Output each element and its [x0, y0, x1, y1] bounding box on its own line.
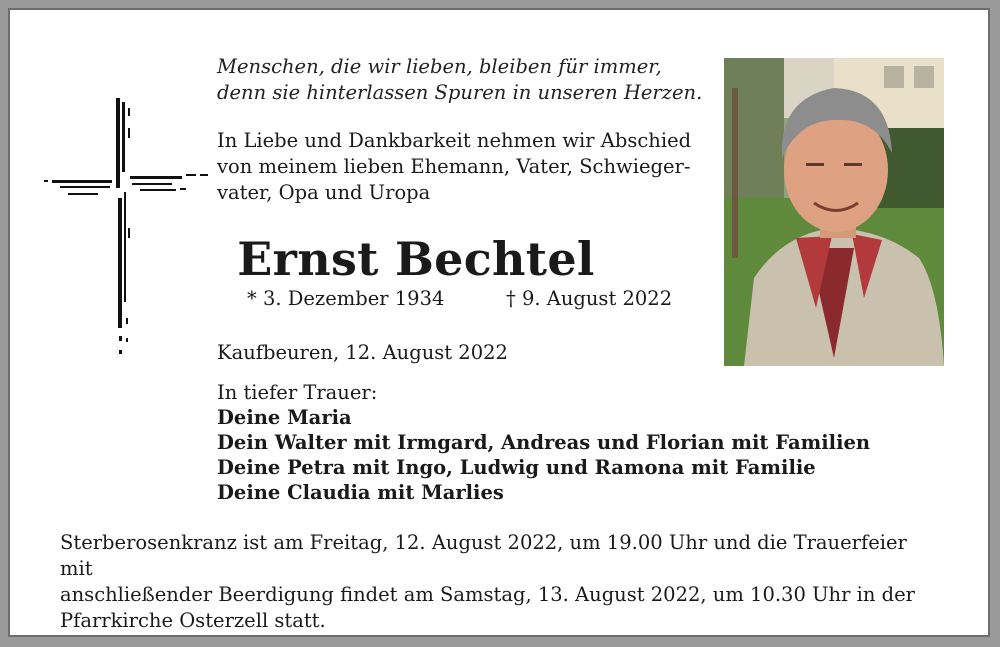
- mourner-line: Deine Claudia mit Marlies: [217, 481, 504, 504]
- obituary-card: [8, 8, 990, 637]
- ceremony-line: Sterberosenkranz ist am Freitag, 12. August 2022, um 19.00 Uhr und die Trauerfeier mit: [60, 531, 907, 580]
- mourner-line: Deine Petra mit Ingo, Ludwig und Ramona mit Familie: [217, 456, 816, 479]
- death-date: † 9. August 2022: [506, 287, 673, 310]
- mourner-line: Dein Walter mit Irmgard, Andreas und Florian mit Familien: [217, 431, 871, 454]
- mourning-heading: In tiefer Trauer:: [217, 381, 378, 404]
- portrait-photo: [724, 58, 944, 366]
- ceremony-info: [60, 530, 945, 634]
- quote-line: denn sie hinterlassen Spuren in unseren Herzen.: [217, 81, 703, 104]
- farewell-text: [217, 128, 691, 206]
- quote-line: Menschen, die wir lieben, bleiben für immer,: [217, 55, 662, 78]
- mourner-line: Deine Maria: [217, 406, 352, 429]
- farewell-line: vater, Opa und Uropa: [217, 181, 431, 204]
- farewell-line: von meinem lieben Ehemann, Vater, Schwieger-: [217, 155, 691, 178]
- ceremony-line: anschließender Beerdigung findet am Samstag, 13. August 2022, um 10.30 Uhr in der: [60, 583, 915, 606]
- cross-icon: [40, 88, 220, 368]
- mourners-block: [217, 380, 870, 505]
- birth-date: * 3. Dezember 1934: [247, 287, 445, 310]
- deceased-name: Ernst Bechtel: [237, 232, 595, 286]
- farewell-line: In Liebe und Dankbarkeit nehmen wir Abschied: [217, 129, 692, 152]
- memorial-quote: [217, 54, 702, 106]
- place-and-date: Kaufbeuren, 12. August 2022: [217, 341, 508, 364]
- ceremony-line: Pfarrkirche Osterzell statt.: [60, 609, 326, 632]
